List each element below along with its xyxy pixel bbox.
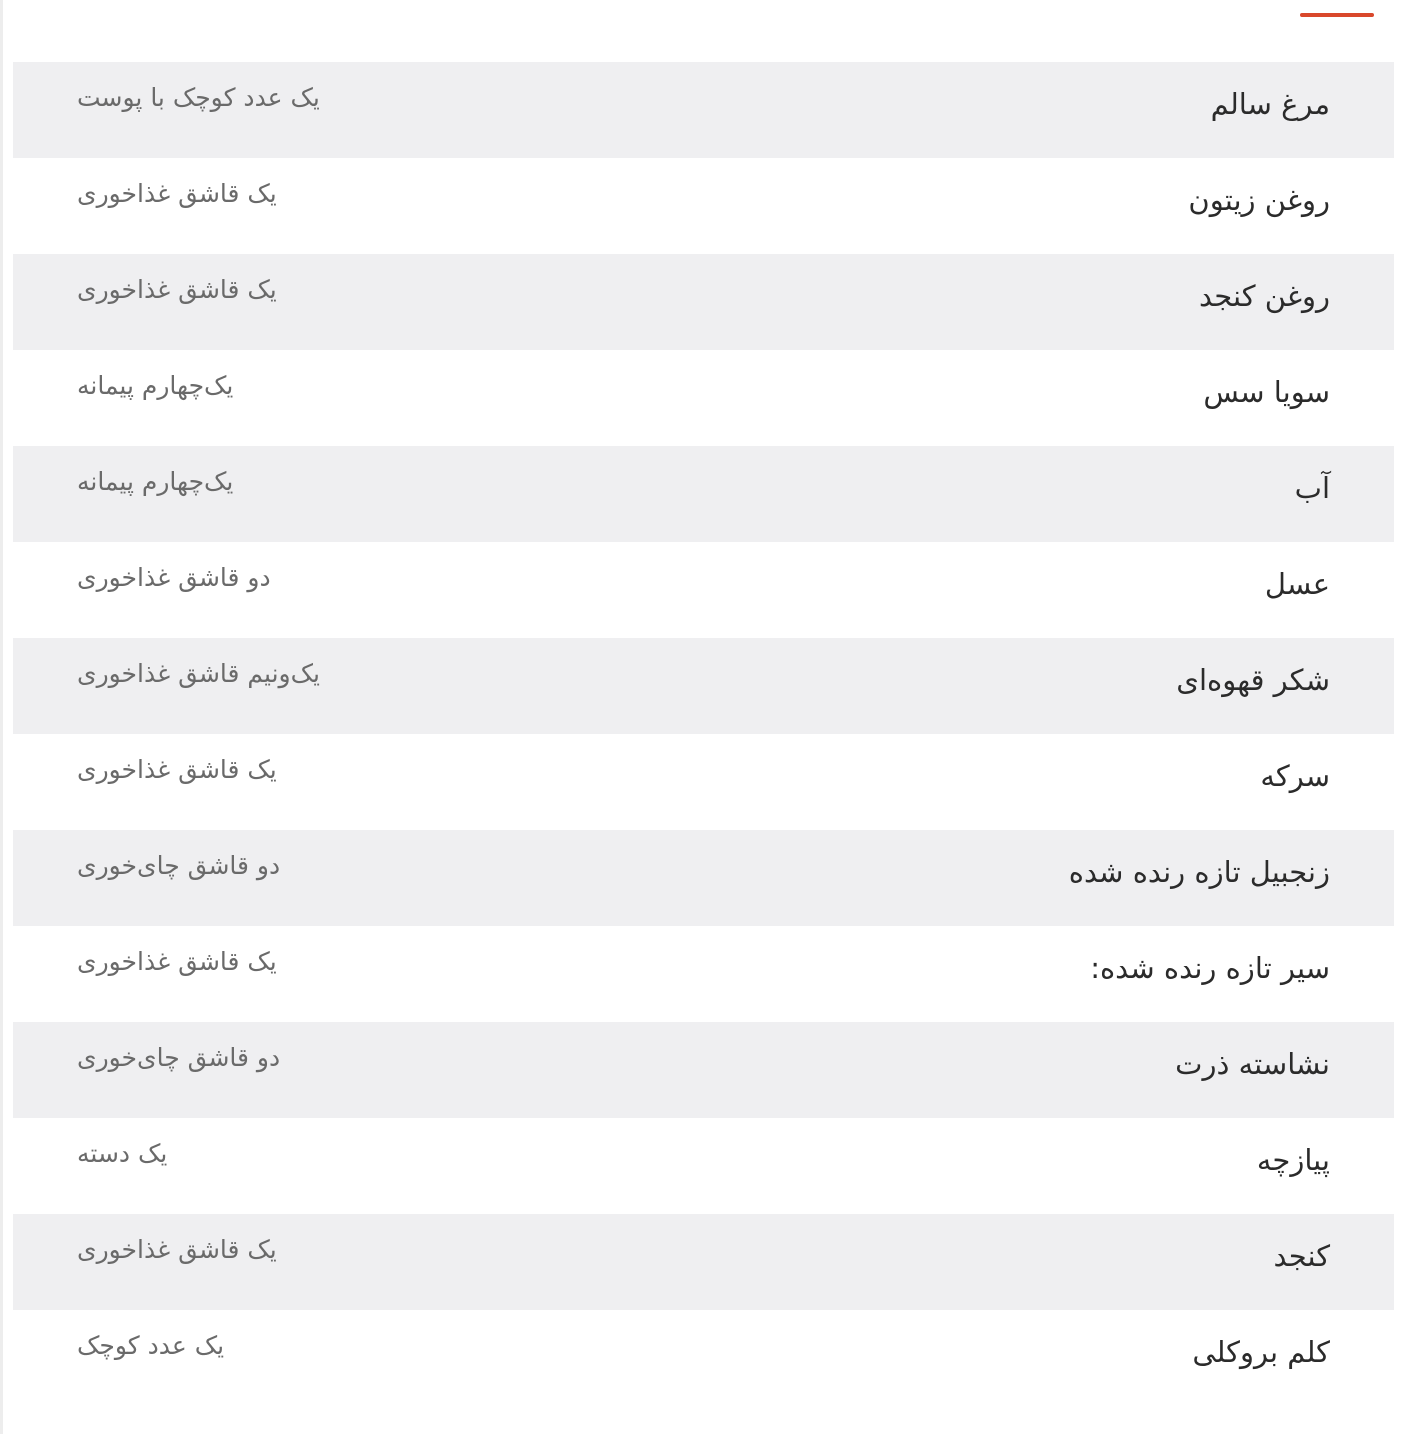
ingredient-row: [13, 158, 1394, 254]
left-edge-border: [0, 0, 3, 1434]
ingredient-name: سیر تازه رنده شده:: [1090, 951, 1330, 985]
ingredient-name: کنجد: [1273, 1239, 1330, 1273]
ingredient-row: [13, 926, 1394, 1022]
ingredient-row: [13, 1118, 1394, 1214]
ingredient-name: مرغ سالم: [1210, 87, 1330, 121]
ingredient-row: [13, 446, 1394, 542]
ingredient-row: [13, 734, 1394, 830]
section-accent-underline: [1300, 13, 1374, 17]
ingredient-name: سرکه: [1260, 759, 1330, 793]
ingredient-amount: یک قاشق غذاخوری: [77, 179, 277, 208]
ingredient-name: روغن کنجد: [1199, 279, 1330, 313]
ingredient-row: [13, 1022, 1394, 1118]
ingredient-amount: دو قاشق چای‌خوری: [77, 1043, 281, 1072]
ingredient-name: پیازچه: [1256, 1143, 1330, 1177]
ingredient-name: سویا سس: [1203, 375, 1330, 409]
ingredient-row: [13, 254, 1394, 350]
ingredient-row: [13, 638, 1394, 734]
ingredient-amount: یک دسته: [77, 1139, 168, 1168]
ingredient-name: کلم بروکلی: [1192, 1335, 1330, 1369]
ingredient-amount: یک قاشق غذاخوری: [77, 275, 277, 304]
ingredient-name: عسل: [1264, 567, 1330, 601]
ingredient-amount: یک قاشق غذاخوری: [77, 1235, 277, 1264]
ingredient-amount: یک عدد کوچک: [77, 1331, 225, 1360]
ingredients-table: [13, 62, 1394, 1406]
ingredient-amount: یک‌چهارم پیمانه: [77, 371, 234, 400]
ingredient-amount: یک‌چهارم پیمانه: [77, 467, 234, 496]
ingredient-amount: یک قاشق غذاخوری: [77, 947, 277, 976]
ingredient-amount: یک عدد کوچک با پوست: [77, 83, 320, 112]
ingredient-name: شکر قهوه‌ای: [1176, 663, 1330, 697]
ingredient-name: آب: [1294, 471, 1330, 505]
ingredient-amount: یک‌ونیم قاشق غذاخوری: [77, 659, 320, 688]
ingredient-amount: دو قاشق غذاخوری: [77, 563, 271, 592]
ingredient-name: روغن زیتون: [1188, 183, 1330, 217]
ingredient-row: [13, 542, 1394, 638]
ingredient-row: [13, 350, 1394, 446]
ingredient-amount: دو قاشق چای‌خوری: [77, 851, 281, 880]
ingredient-row: [13, 1214, 1394, 1310]
ingredient-row: [13, 1310, 1394, 1406]
ingredient-amount: یک قاشق غذاخوری: [77, 755, 277, 784]
ingredient-row: [13, 830, 1394, 926]
ingredient-name: زنجبیل تازه رنده شده: [1068, 855, 1330, 889]
ingredient-name: نشاسته ذرت: [1175, 1047, 1330, 1081]
ingredient-row: [13, 62, 1394, 158]
